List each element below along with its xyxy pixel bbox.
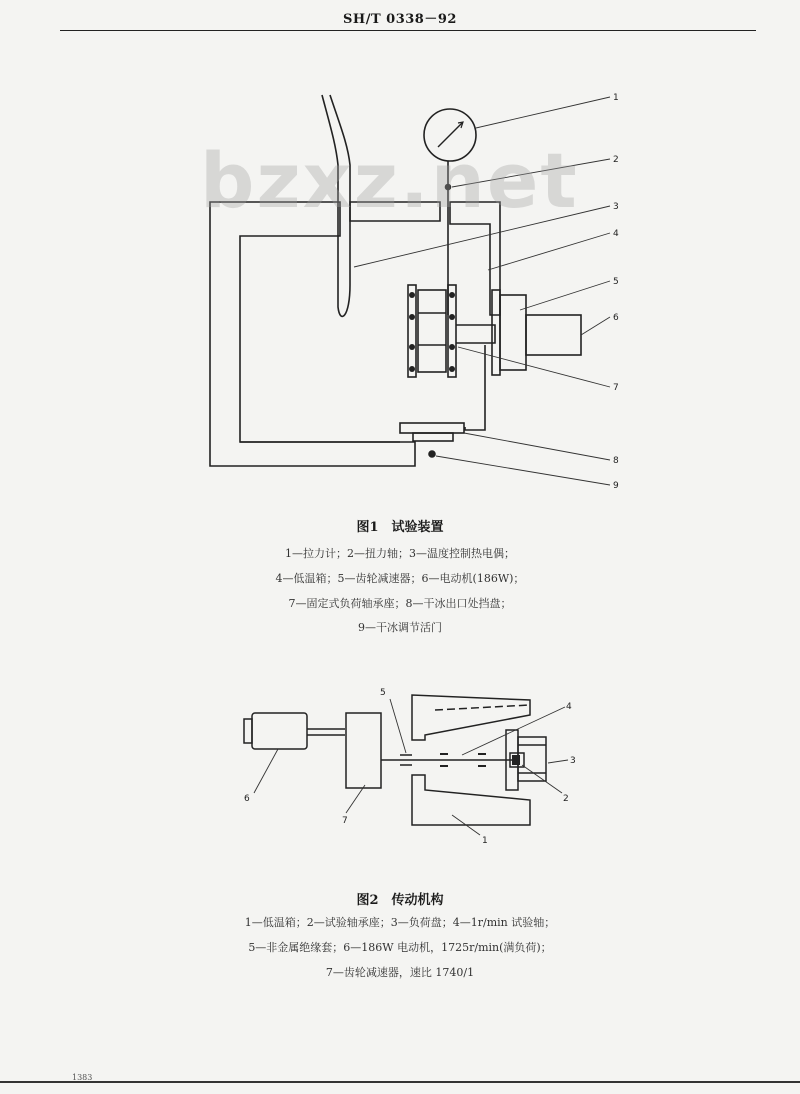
figure-2-diagram — [230, 685, 600, 855]
figure-2-title: 图2 传动机构 — [356, 893, 444, 908]
fig2-callout: 4 — [566, 702, 572, 712]
fig1-callout: 3 — [613, 202, 619, 212]
figure-1-legend-line: 9—干冰调节活门 — [358, 621, 442, 634]
page-header: SH/T 0338－92 — [343, 12, 457, 27]
figure-1-legend-line: 7—固定式负荷轴承座；8—干冰出口处挡盘； — [288, 597, 512, 610]
figure-1-legend-line: 4—低温箱；5—齿轮减速器；6—电动机(186W)； — [275, 572, 525, 585]
fig1-callout: 2 — [613, 155, 619, 165]
figure-2-legend-line: 1—低温箱；2—试验轴承座；3—负荷盘；4—1r/min 试验轴； — [244, 916, 556, 929]
fig1-callout: 9 — [613, 481, 619, 491]
figure-2-legend-line: 5—非金属绝缘套；6—186W 电动机，1725r/min(满负荷)； — [248, 941, 552, 954]
figure-1-legend-line: 1—拉力计；2—扭力轴；3—温度控制热电偶； — [285, 547, 515, 560]
watermark: bzxz.net — [200, 136, 579, 225]
fig2-callout: 3 — [570, 756, 576, 766]
fig2-callout: 6 — [244, 794, 250, 804]
fig2-callout: 1 — [482, 836, 488, 846]
fig1-callout: 1 — [613, 93, 619, 103]
fig2-callout: 5 — [380, 688, 386, 698]
page-number: 1383 — [72, 1073, 93, 1082]
footer-rule — [0, 1081, 800, 1083]
fig2-callout: 2 — [563, 794, 569, 804]
fig1-callout: 5 — [613, 277, 619, 287]
figure-2-legend-line: 7—齿轮减速器，速比 1740/1 — [325, 966, 475, 979]
fig1-callout: 6 — [613, 313, 619, 323]
header-rule — [60, 30, 756, 31]
fig1-callout: 7 — [613, 383, 619, 393]
fig2-callout: 7 — [342, 816, 348, 826]
fig1-callout: 8 — [613, 456, 619, 466]
figure-1-title: 图1 试验装置 — [356, 520, 444, 535]
fig1-callout: 4 — [613, 229, 619, 239]
